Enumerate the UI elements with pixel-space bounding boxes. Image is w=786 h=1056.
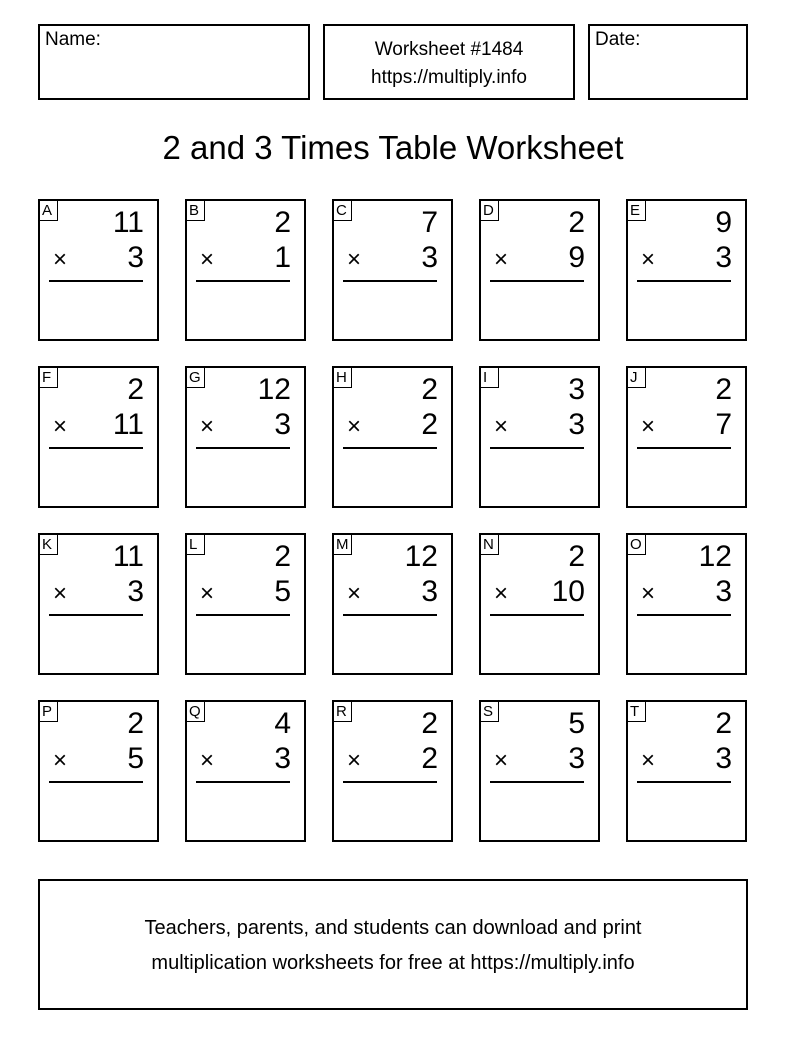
multiplicand: 2 xyxy=(274,540,291,573)
problem-letter: B xyxy=(185,199,205,221)
times-sign: × xyxy=(494,413,509,440)
worksheet-url: https://multiply.info xyxy=(371,67,527,88)
multiplicand: 12 xyxy=(257,373,291,406)
problem-q xyxy=(185,700,306,842)
problem-a xyxy=(38,199,159,341)
problem-letter: J xyxy=(626,366,646,388)
answer-line xyxy=(49,280,143,282)
problem-d xyxy=(479,199,600,341)
multiplicand: 12 xyxy=(698,540,732,573)
problem-l xyxy=(185,533,306,675)
multiplicand: 2 xyxy=(568,540,585,573)
times-sign: × xyxy=(53,580,68,607)
times-sign: × xyxy=(494,580,509,607)
multiplicand: 2 xyxy=(127,707,144,740)
footer-line-1: Teachers, parents, and students can download and print xyxy=(144,917,642,939)
worksheet-number: Worksheet #1484 xyxy=(374,39,524,60)
problem-letter: E xyxy=(626,199,646,221)
name-label: Name: xyxy=(45,29,101,50)
multiplicand: 2 xyxy=(421,707,438,740)
problem-letter: G xyxy=(185,366,205,388)
problem-c xyxy=(332,199,453,341)
problem-g xyxy=(185,366,306,508)
multiplicand: 4 xyxy=(274,707,291,740)
multiplicand: 7 xyxy=(421,206,438,239)
problem-letter: A xyxy=(38,199,58,221)
times-sign: × xyxy=(641,246,656,273)
problem-letter: M xyxy=(332,533,352,555)
footer-box xyxy=(38,879,748,1010)
answer-line xyxy=(196,614,290,616)
problem-letter: L xyxy=(185,533,205,555)
multiplier: 3 xyxy=(127,241,144,274)
answer-line xyxy=(343,614,437,616)
problem-i xyxy=(479,366,600,508)
answer-line xyxy=(343,280,437,282)
multiplier: 3 xyxy=(421,575,438,608)
multiplier: 3 xyxy=(568,408,585,441)
problem-letter: N xyxy=(479,533,499,555)
problem-r xyxy=(332,700,453,842)
times-sign: × xyxy=(641,580,656,607)
problem-letter: R xyxy=(332,700,352,722)
problem-letter: Q xyxy=(185,700,205,722)
answer-line xyxy=(637,280,731,282)
problem-e xyxy=(626,199,747,341)
times-sign: × xyxy=(641,747,656,774)
multiplier: 3 xyxy=(715,742,732,775)
multiplier: 3 xyxy=(715,575,732,608)
problem-h xyxy=(332,366,453,508)
problem-letter: H xyxy=(332,366,352,388)
answer-line xyxy=(343,447,437,449)
problem-letter: S xyxy=(479,700,499,722)
problem-j xyxy=(626,366,747,508)
problem-letter: I xyxy=(479,366,499,388)
multiplier: 11 xyxy=(112,408,144,441)
answer-line xyxy=(637,614,731,616)
multiplier: 3 xyxy=(715,241,732,274)
multiplicand: 12 xyxy=(404,540,438,573)
problem-n xyxy=(479,533,600,675)
answer-line xyxy=(49,447,143,449)
problem-b xyxy=(185,199,306,341)
answer-line xyxy=(196,781,290,783)
answer-line xyxy=(490,614,584,616)
problem-letter: K xyxy=(38,533,58,555)
page-title: 2 and 3 Times Table Worksheet xyxy=(162,129,624,166)
times-sign: × xyxy=(200,747,215,774)
times-sign: × xyxy=(494,747,509,774)
answer-line xyxy=(637,781,731,783)
times-sign: × xyxy=(347,246,362,273)
times-sign: × xyxy=(641,413,656,440)
times-sign: × xyxy=(53,413,68,440)
answer-line xyxy=(490,447,584,449)
multiplicand: 11 xyxy=(112,540,144,573)
multiplier: 5 xyxy=(127,742,144,775)
answer-line xyxy=(343,781,437,783)
answer-line xyxy=(490,280,584,282)
times-sign: × xyxy=(347,413,362,440)
times-sign: × xyxy=(347,747,362,774)
times-sign: × xyxy=(53,747,68,774)
problem-f xyxy=(38,366,159,508)
times-sign: × xyxy=(200,246,215,273)
multiplicand: 2 xyxy=(127,373,144,406)
problem-letter: P xyxy=(38,700,58,722)
multiplicand: 2 xyxy=(421,373,438,406)
multiplier: 3 xyxy=(568,742,585,775)
multiplicand: 9 xyxy=(715,206,732,239)
problem-o xyxy=(626,533,747,675)
multiplicand: 2 xyxy=(715,707,732,740)
multiplier: 10 xyxy=(551,575,585,608)
multiplicand: 2 xyxy=(274,206,291,239)
answer-line xyxy=(196,280,290,282)
times-sign: × xyxy=(200,413,215,440)
problem-letter: O xyxy=(626,533,646,555)
multiplier: 5 xyxy=(274,575,291,608)
multiplier: 9 xyxy=(568,241,585,274)
answer-line xyxy=(49,781,143,783)
answer-line xyxy=(196,447,290,449)
answer-line xyxy=(490,781,584,783)
multiplicand: 11 xyxy=(112,206,144,239)
answer-line xyxy=(49,614,143,616)
problem-p xyxy=(38,700,159,842)
problem-letter: D xyxy=(479,199,499,221)
footer-line-2: multiplication worksheets for free at https://multiply.info xyxy=(151,952,635,974)
multiplier: 1 xyxy=(274,241,291,274)
multiplier: 3 xyxy=(274,408,291,441)
times-sign: × xyxy=(347,580,362,607)
multiplier: 7 xyxy=(715,408,732,441)
multiplicand: 5 xyxy=(568,707,585,740)
answer-line xyxy=(637,447,731,449)
times-sign: × xyxy=(200,580,215,607)
multiplier: 3 xyxy=(127,575,144,608)
problem-k xyxy=(38,533,159,675)
date-label: Date: xyxy=(595,29,641,50)
multiplier: 2 xyxy=(421,742,438,775)
times-sign: × xyxy=(494,246,509,273)
problem-letter: C xyxy=(332,199,352,221)
multiplier: 3 xyxy=(274,742,291,775)
multiplier: 3 xyxy=(421,241,438,274)
multiplicand: 2 xyxy=(715,373,732,406)
multiplicand: 3 xyxy=(568,373,585,406)
problem-letter: F xyxy=(38,366,58,388)
multiplier: 2 xyxy=(421,408,438,441)
problem-m xyxy=(332,533,453,675)
problem-t xyxy=(626,700,747,842)
problem-letter: T xyxy=(626,700,646,722)
times-sign: × xyxy=(53,246,68,273)
multiplicand: 2 xyxy=(568,206,585,239)
problem-s xyxy=(479,700,600,842)
